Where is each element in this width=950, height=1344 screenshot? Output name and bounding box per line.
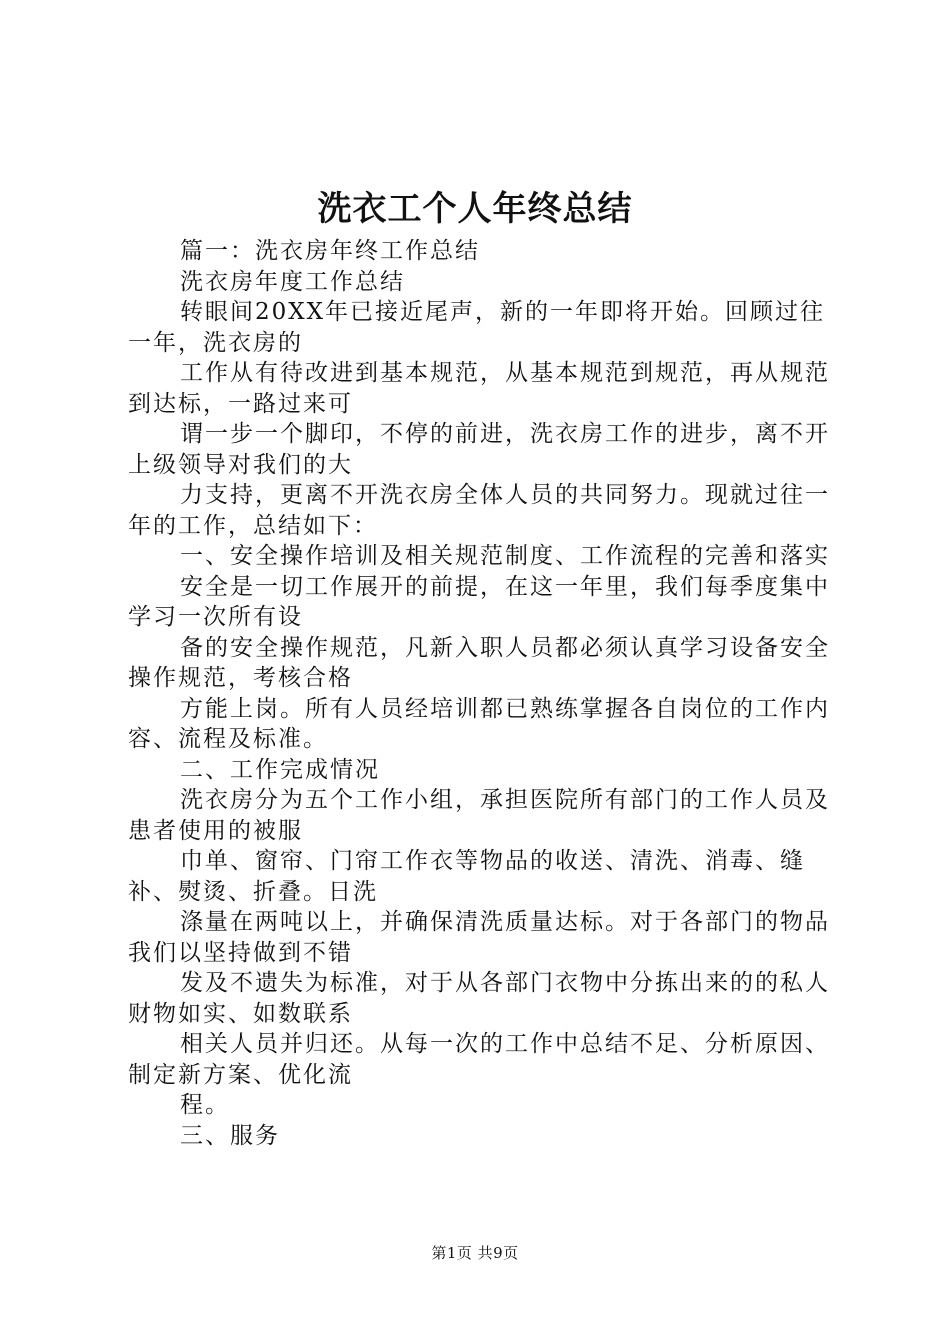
paragraph: 方能上岗。所有人员经培训都已熟练掌握各自岗位的工作内容、流程及标准。 bbox=[128, 695, 830, 752]
paragraph: 发及不遗失为标准，对于从各部门衣物中分拣出来的的私人财物如实、如数联系 bbox=[128, 970, 830, 1027]
paragraph: 工作从有待改进到基本规范，从基本规范到规范，再从规范到达标，一路过来可 bbox=[128, 360, 830, 417]
paragraph: 程。 bbox=[180, 1092, 230, 1118]
page-footer: 第1页 共9页 bbox=[431, 1244, 519, 1262]
paragraph: 巾单、窗帘、门帘工作衣等物品的收送、清洗、消毒、缝补、熨烫、折叠。日洗 bbox=[128, 848, 805, 905]
paragraph: 一、安全操作培训及相关规范制度、工作流程的完善和落实 bbox=[180, 543, 830, 569]
paragraph: 篇一：洗衣房年终工作总结 bbox=[180, 238, 480, 264]
paragraph: 洗衣房年度工作总结 bbox=[180, 268, 405, 295]
paragraph: 谓一步一个脚印，不停的前进，洗衣房工作的进步，离不开上级领导对我们的大 bbox=[128, 421, 830, 478]
paragraph: 备的安全操作规范，凡新入职人员都必须认真学习设备安全操作规范，考核合格 bbox=[128, 634, 830, 691]
paragraph: 洗衣房分为五个工作小组，承担医院所有部门的工作人员及患者使用的被服 bbox=[128, 787, 830, 844]
paragraph: 二、工作完成情况 bbox=[180, 756, 380, 783]
document-title: 洗衣工个人年终总结 bbox=[317, 189, 633, 229]
paragraph: 安全是一切工作展开的前提，在这一年里，我们每季度集中学习一次所有设 bbox=[128, 573, 830, 630]
paragraph: 转眼间20XX年已接近尾声，新的一年即将开始。回顾过往一年，洗衣房的 bbox=[128, 299, 826, 356]
paragraph: 涤量在两吨以上，并确保清洗质量达标。对于各部门的物品我们以坚持做到不错 bbox=[128, 909, 830, 966]
paragraph: 三、服务 bbox=[180, 1122, 280, 1149]
paragraph: 相关人员并归还。从每一次的工作中总结不足、分析原因、制定新方案、优化流 bbox=[128, 1031, 830, 1088]
paragraph: 力支持，更离不开洗衣房全体人员的共同努力。现就过往一年的工作，总结如下： bbox=[128, 482, 830, 539]
document-body bbox=[128, 236, 832, 1151]
